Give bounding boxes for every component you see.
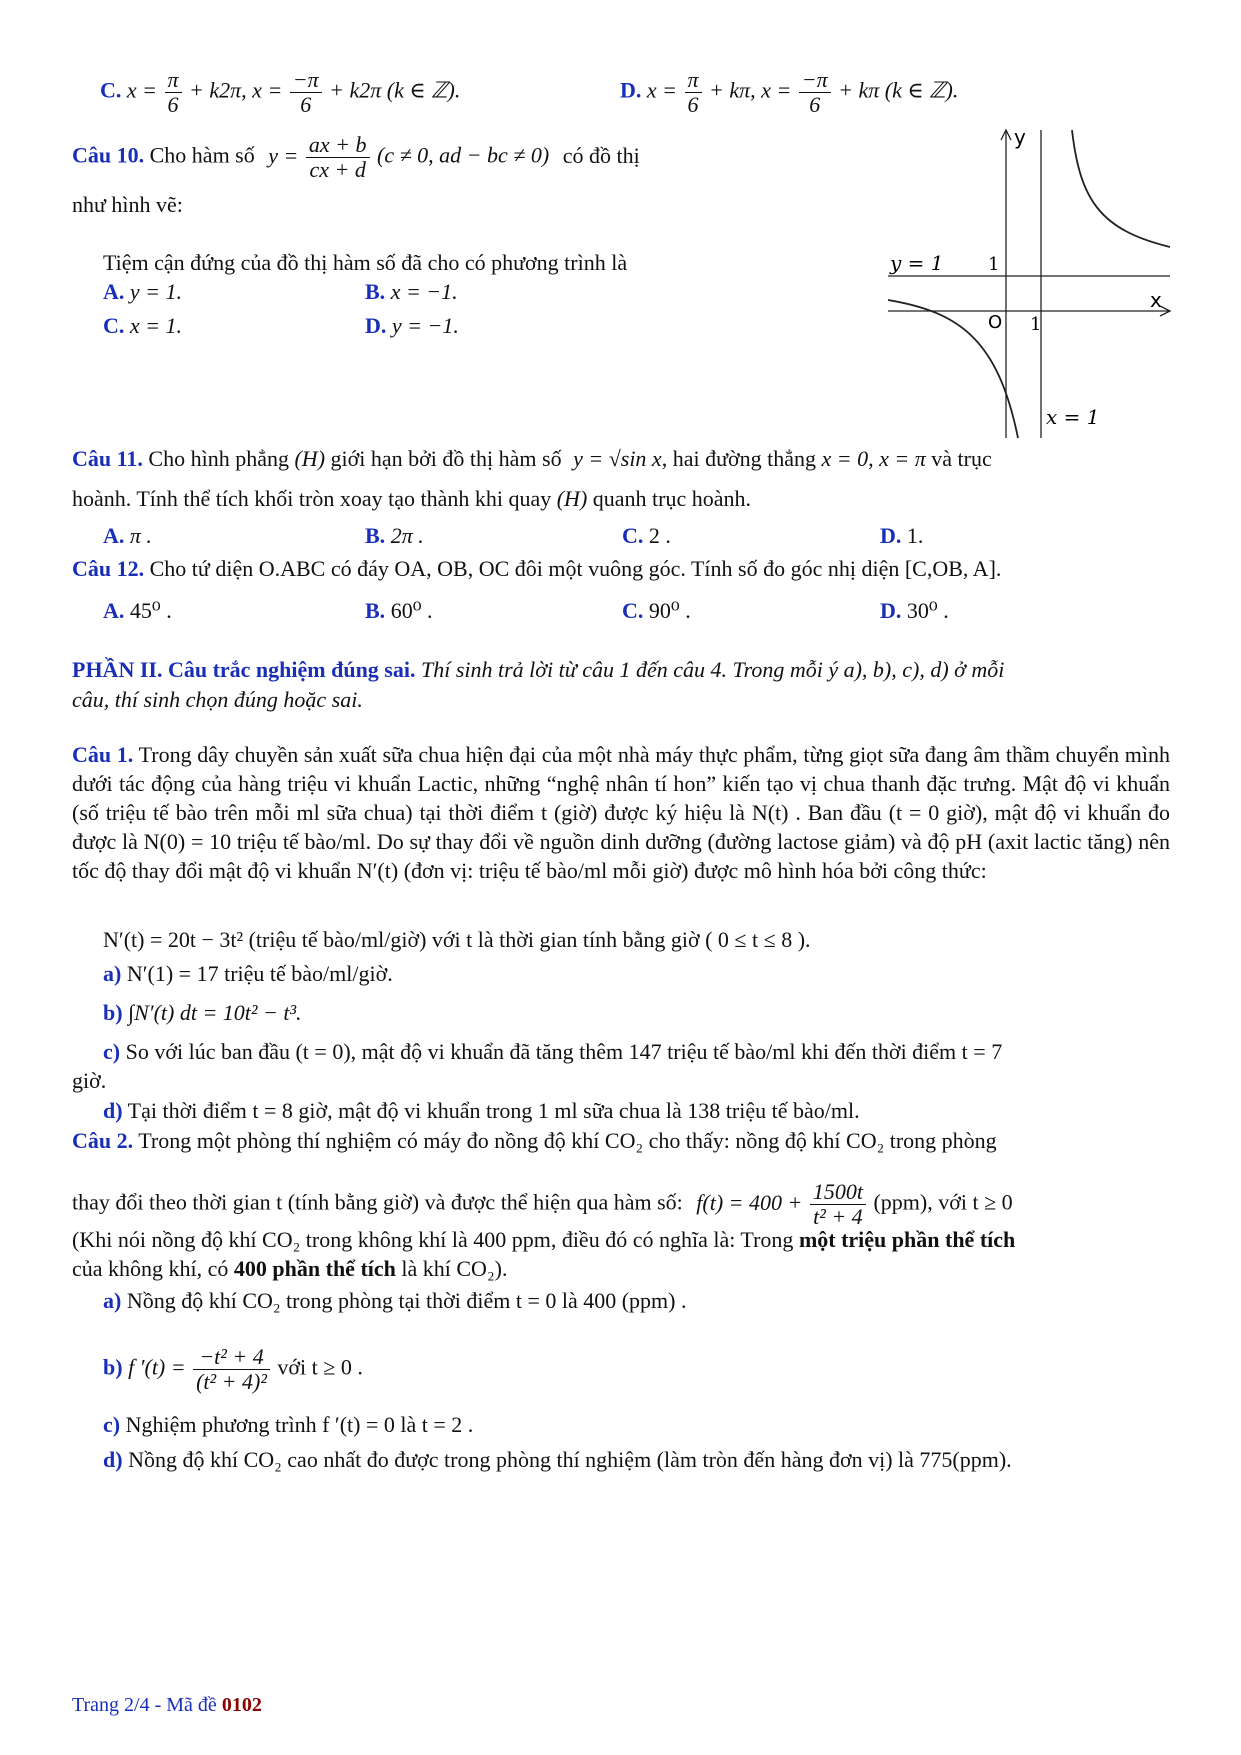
q12-option-d: D. 30⁰ . <box>880 598 949 623</box>
p2q1-a: a) N′(1) = 17 triệu tế bào/ml/giờ. <box>103 961 393 986</box>
part2-header: PHẦN II. Câu trắc nghiệm đúng sai. Thí sinh trả lời từ câu 1 đến câu 4. Trong mỗi ý a), b), c), d) ở mỗi <box>72 657 1005 682</box>
x-axis-label: x <box>1150 288 1162 312</box>
p2q1-paragraph: Câu 1. Trong dây chuyền sản xuất sữa chua hiện đại của một nhà máy thực phẩm, từng giọt sữa đang âm thầm chuyển mình dưới tác động của hàng triệu vi khuẩn Lactic, những “nghệ nhân tí hon” kiến tạo vị chua thanh đặc trưng. Mật độ vi khuẩn (số triệu tế bào trên mỗi ml sữa chua) tại thời điểm t (giờ) được ký hiệu là N(t) . Ban đầu (t = 0 giờ), mật độ vi khuẩn đo được là N(0) = 10 triệu tế bào/ml. Do sự thay đổi về nguồn dinh dưỡng (đường lactose giảm) và độ pH (axit lactic tăng) nên tốc độ thay đổi mật độ vi khuẩn N′(t) (đơn vị: triệu tế bào/ml mỗi giờ) được mô hình hóa bởi công thức: <box>72 742 1170 883</box>
exam-code: 0102 <box>221 1694 262 1716</box>
q11-option-a: A. π . <box>103 523 152 548</box>
p2q2-d: d) Nồng độ khí CO₂ cao nhất đo được trong phòng thí nghiệm (làm tròn đến hàng đơn vị) là 775(ppm). <box>103 1447 1012 1472</box>
p2q2-line3: (Khi nói nồng độ khí CO₂ trong không khí là 400 ppm, điều đó có nghĩa là: Trong một triệu phần thể tích <box>72 1227 1016 1252</box>
p2q1-d: d) Tại thời điểm t = 8 giờ, mật độ vi khuẩn trong 1 ml sữa chua là 138 triệu tế bào/ml. <box>103 1098 860 1123</box>
origin-label: O <box>988 312 1003 333</box>
q10-fraction: $\frac{ax + b}{cx + d}$ <box>306 133 370 182</box>
q12-option-b: B. 60⁰ . <box>365 598 433 623</box>
p2q2-a: a) Nồng độ khí CO₂ trong phòng tại thời điểm t = 0 là 400 (ppm) . <box>103 1288 687 1313</box>
x-tick-1: 1 <box>1030 314 1042 335</box>
part2-instruction-line2: câu, thí sinh chọn đúng hoặc sai. <box>72 687 363 712</box>
p2q2-line4: của không khí, có 400 phần thể tích là khí CO₂). <box>72 1256 508 1281</box>
p2q1-c: c) So với lúc ban đầu (t = 0), mật độ vi khuẩn đã tăng thêm 147 triệu tế bào/ml khi đến thời điểm t = 7 <box>103 1039 1003 1064</box>
p2q2-function-fraction: $\frac{1500t}{\text{t² + 4}}$ <box>810 1180 866 1229</box>
q12-option-a: A. 45⁰ . <box>103 598 172 623</box>
y1-label: y = 1 <box>890 251 944 275</box>
p2q1-b: b) ∫N′(t) dt = 10t² − t³. <box>103 1000 302 1025</box>
p2q2-line2: thay đổi theo thời gian t (tính bằng giờ) và được thể hiện qua hàm số: f(t) = 400 + $\frac{1500t}{\text{t² + 4}}$ (ppm), với t ≥ 0 <box>72 1179 1013 1229</box>
q10-option-a: A. y = 1. <box>103 279 183 304</box>
part2-title: PHẦN II. Câu trắc nghiệm đúng sai. <box>72 657 416 682</box>
q11-option-b: B. 2π . <box>365 523 424 548</box>
option-label: D. <box>620 77 642 103</box>
q12-option-c: C. 90⁰ . <box>622 598 691 623</box>
p2q2-line1: Câu 2. Trong một phòng thí nghiệm có máy đo nồng độ khí CO₂ cho thấy: nồng độ khí CO₂ trong phòng <box>72 1128 997 1153</box>
option-label: C. <box>100 77 122 103</box>
q10-option-b: B. x = −1. <box>365 279 458 304</box>
q10-stem-line2: như hình vẽ: <box>72 192 183 217</box>
q10-graph <box>880 120 1180 440</box>
q10-option-d: D. y = −1. <box>365 313 459 338</box>
q10-stem: Câu 10. Cho hàm số y = $\frac{ax + b}{cx + d}$ (c ≠ 0, ad − bc ≠ 0) có đồ thị <box>72 132 640 182</box>
question-label: Câu 10. <box>72 142 145 168</box>
q9-option-c: C. x = $\frac{\pi}{6}$ + k2π, x = $\frac{-\pi}{6}$ + k2π (k ∈ ℤ). <box>100 67 461 117</box>
q11-line1: Câu 11. Cho hình phẳng (H) giới hạn bởi đồ thị hàm số y = √sin x, hai đường thẳng x = 0, x = π và trục <box>72 446 992 471</box>
q11-option-c: C. 2 . <box>622 523 671 548</box>
p2q2-derivative-fraction: $\frac{\text{−t² + 4}}{\text{(t² + 4)²}}$ <box>193 1345 270 1394</box>
p2q2-c: c) Nghiệm phương trình f ′(t) = 0 là t = 2 . <box>103 1412 474 1437</box>
p2q1-formula: N′(t) = 20t − 3t² (triệu tế bào/ml/giờ) với t là thời gian tính bằng giờ ( 0 ≤ t ≤ 8 ). <box>103 927 811 952</box>
page-footer: Trang 2/4 - Mã đề 0102 <box>72 1694 262 1716</box>
y-tick-1: 1 <box>988 254 1000 275</box>
q11-line2: hoành. Tính thể tích khối tròn xoay tạo thành khi quay (H) quanh trục hoành. <box>72 486 752 511</box>
q11-option-d: D. 1. <box>880 523 924 548</box>
q12-stem: Câu 12. Cho tứ diện O.ABC có đáy OA, OB, OC đôi một vuông góc. Tính số đo góc nhị diện [C,OB, A]. <box>72 556 1002 581</box>
x1-label: x = 1 <box>1046 405 1100 429</box>
graph-right-branch <box>1072 130 1170 247</box>
p2q2-b: b) f ′(t) = $\frac{\text{−t² + 4}}{\text{(t² + 4)²}}$ với t ≥ 0 . <box>103 1344 363 1394</box>
q10-question: Tiệm cận đứng của đồ thị hàm số đã cho có phương trình là <box>103 250 628 275</box>
q10-option-c: C. x = 1. <box>103 313 183 338</box>
y-axis-label: y <box>1014 125 1026 149</box>
q9-option-d: D. x = $\frac{\pi}{6}$ + kπ, x = $\frac{-\pi}{6}$ + kπ (k ∈ ℤ). <box>620 67 959 117</box>
p2q1-c-line2: giờ. <box>72 1068 107 1093</box>
